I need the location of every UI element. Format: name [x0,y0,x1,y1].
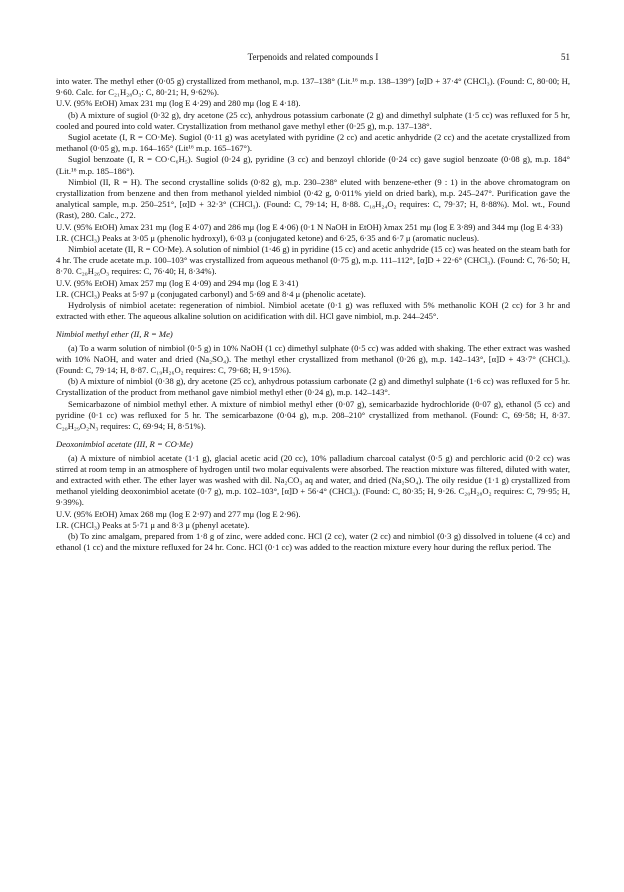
section-heading [56,439,570,450]
paragraph: Hydrolysis of nimbiol acetate: regeneration of nimbiol. Nimbiol acetate (0·1 g) was refluxed with 5% methanolic KOH (2 cc) for 3 hr and extracted with ether. The aqueous alkaline solution on acidification with dil. HCl gave nimbiol, m.p. 244–245°. [56,300,570,322]
paragraph: (b) A mixture of nimbiol (0·38 g), dry acetone (25 cc), anhydrous potassium carbonate (2 g) and dimethyl sulphate (1·6 cc) was refluxed for 5 hr. Crystallization of the product from methanol gave nimbiol methyl ether (0·24 g), m.p. 142–143°. [56,376,570,398]
running-head [56,52,570,66]
paragraph: U.V. (95% EtOH) λmax 268 mμ (log E 2·97) and 277 mμ (log E 2·96). [56,508,301,519]
page-number: 51 [561,52,570,62]
paragraph: U.V. (95% EtOH) λmax 257 mμ (log E 4·09) and 294 mμ (log E 3·41) [56,277,299,288]
paragraph: Sugiol benzoate (I, R = CO·C₆H₅). Sugiol (0·24 g), pyridine (3 cc) and benzoyl chloride (0·24 cc) gave sugiol benzoate (0·08 g), m.p. 184° (Lit.¹⁶ m.p. 185–186°). [56,154,570,176]
paragraph: (b) To zinc amalgam, prepared from 1·8 g of zinc, were added conc. HCl (2 cc), water (2 cc) and nimbiol (0·3 g) dissolved in toluene (4 cc) and ethanol (1 cc) and the mixture refluxed for 24 hr. Conc. HCl (0·1 cc) was added to the reaction mixture every hour during the reflux period. The [56,530,570,553]
paragraph: U.V. (95% EtOH) λmax 231 mμ (log E 4·07) and 286 mμ (log E 4·06) (0·1 N NaOH in EtOH) λmax 251 mμ (log E 3·89) and 344 mμ (log E 4·33) [56,221,563,232]
section-heading-text: Nimbiol methyl ether (II, R = Me) [56,329,173,340]
journal-page [56,52,570,553]
section-heading [56,329,570,340]
paragraph: I.R. (CHCl₃) Peaks at 5·71 μ and 8·3 μ (phenyl acetate). [56,519,250,530]
paragraph: I.R. (CHCl₃) Peaks at 3·05 μ (phenolic hydroxyl), 6·03 μ (conjugated ketone) and 6·25, 6·35 and 6·7 μ (aromatic nucleus). [56,232,480,243]
paragraph: U.V. (95% EtOH) λmax 231 mμ (log E 4·29) and 280 mμ (log E 4·18). [56,98,301,109]
paragraph: (b) A mixture of sugiol (0·32 g), dry acetone (25 cc), anhydrous potassium carbonate (2 g) and dimethyl sulphate (1·5 cc) was refluxed for 5 hr, cooled and poured into cold water. Crystallization from methanol gave methyl ether (0·25 g), m.p. 137–138°. [56,109,570,131]
paragraph: (a) To a warm solution of nimbiol (0·5 g) in 10% NaOH (1 cc) dimethyl sulphate (0·5 cc) was added with shaking. The ether extract was washed with 10% NaOH, and water and dried (Na₂SO₄). The methyl ether crystallized from methanol (0·26 g), m.p. 142–143°, [α]D + 43·7° (CHCl₃). (Found: C, 79·14; H, 8·87. C₁₉H₂₆O₂ requires: C, 79·68; H, 9·15%). [56,342,570,376]
running-title: Terpenoids and related compounds I [247,52,379,62]
paragraph: I.R. (CHCl₃) Peaks at 5·97 μ (conjugated carbonyl) and 5·69 and 8·4 μ (phenolic acetate). [56,288,366,299]
paragraph: (a) A mixture of nimbiol acetate (1·1 g), glacial acetic acid (20 cc), 10% palladium charcoal catalyst (0·5 g) and perchloric acid (0·2 cc) was stirred at room temp in an atmosphere of hydrogen until two molar equivalents were absorbed. The reaction mixture was filtered, diluted with water, and extracted with ether. The ether layer was washed with dil. Na₂CO₃ aq and water, and dried (Na₂SO₄). The oily residue (1·1 g) crystallized from methanol yielding deoxonimbiol acetate (0·7 g), m.p. 102–103°, [α]D + 56·4° (CHCl₃). (Found: C, 80·35; H, 9·26. C₂₀H₂₈O₂ requires: C, 79·95; H, 9·39%). [56,452,570,508]
paragraph: Nimbiol (II, R = H). The second crystalline solids (0·82 g), m.p. 230–238° eluted with benzene-ether (9 : 1) in the above chromatogram on crystallization from benzene and then from methanol yielded nimbiol (0·42 g, 0·011% yield on dried bark), m.p. 245–247°. Purification gave the analytical sample, m.p. 250–251°, [α]D + 32·3° (CHCl₃). (Found: C, 79·14; H, 8·88. C₁₈H₂₄O₂ requires: C, 79·37; H, 8·88%). Mol. wt., Found (Rast), 280. Calc., 272. [56,176,570,221]
paragraph: Semicarbazone of nimbiol methyl ether. A mixture of nimbiol methyl ether (0·07 g), semicarbazide hydrochloride (0·07 g), ethanol (5 cc) and pyridine (0·1 cc) was refluxed for 5 hr. The semicarbazone (0·04 g), m.p. 208–210° crystallized from methanol. (Found: C, 69·58; H, 8·37. C₂₀H₂₉O₂N₃ requires: C, 69·94; H, 8·51%). [56,398,570,432]
paragraph: Sugiol acetate (I, R = CO·Me). Sugiol (0·11 g) was acetylated with pyridine (2 cc) and acetic anhydride (2 cc) and the acetate crystallized from methanol (0·05 g), m.p. 164–165° (Lit¹⁶ m.p. 165–167°). [56,132,570,154]
paragraph: Nimbiol acetate (II, R = CO·Me). A solution of nimbiol (1·46 g) in pyridine (15 cc) and acetic anhydride (15 cc) was heated on the steam bath for 4 hr. The crude acetate m.p. 100–103° was crystallized from aqueous methanol (0·75 g), m.p. 111–112°, [α]D + 22·6° (CHCl₃). (Found: C, 76·50; H, 8·70. C₂₀H₂₆O₃ requires: C, 76·40; H, 8·34%). [56,244,570,277]
section-heading-text: Deoxonimbiol acetate (III, R = CO·Me) [56,439,193,450]
paragraph: into water. The methyl ether (0·05 g) crystallized from methanol, m.p. 137–138° (Lit.¹⁶ m.p. 138–139°) [α]D + 37·4° (CHCl₃). (Found: C, 80·00; H, 9·60. Calc. for C₂₁H₂₈O₃: C, 80·21; H, 9·62%). [56,76,570,98]
